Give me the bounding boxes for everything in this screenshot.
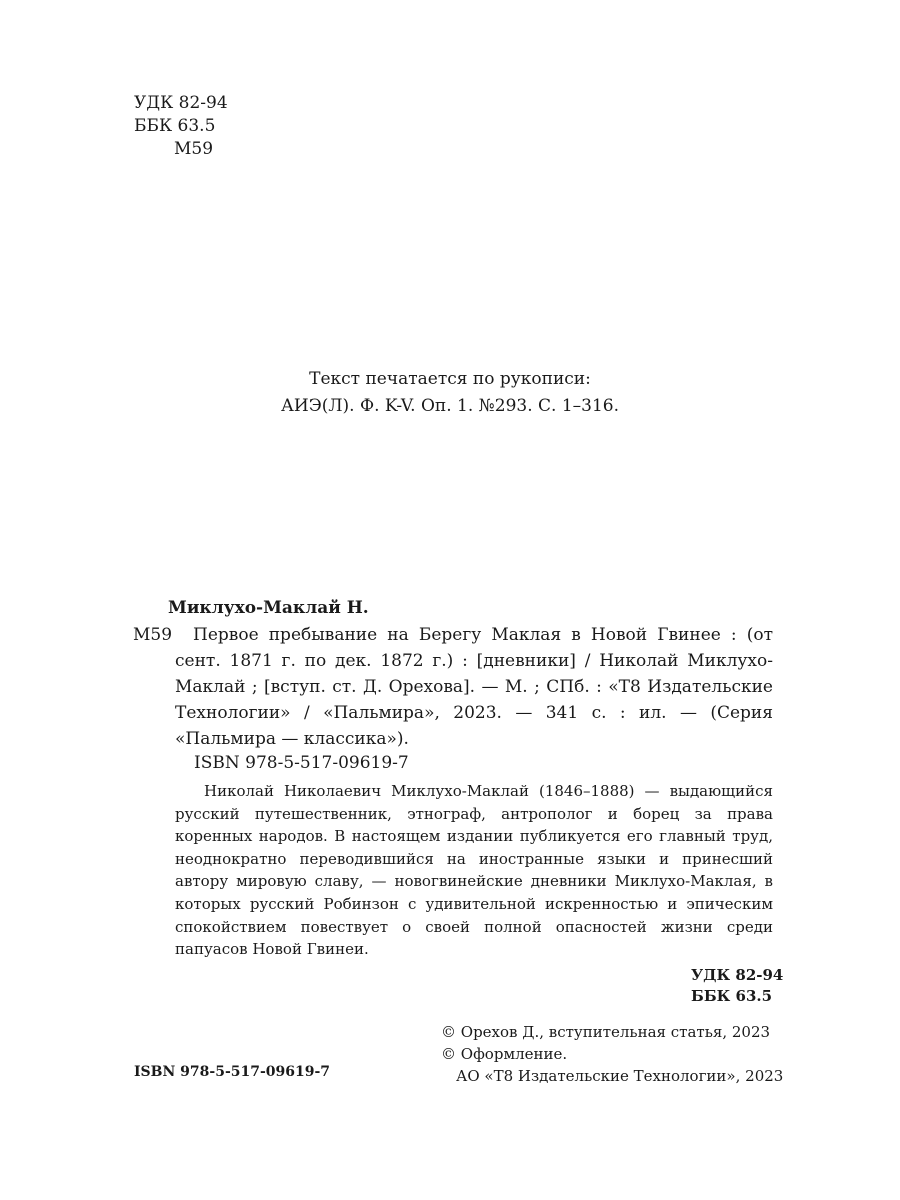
author-mark: М59 [174, 139, 214, 159]
bottom-classification-block [691, 965, 783, 1007]
bbk-code-bottom: ББК 63.5 [691, 987, 773, 1005]
udk-code: УДК 82-94 [134, 93, 228, 113]
bibliographic-description: Первое пребывание на Берегу Маклая в Новой Гвинее : (от сент. 1871 г. по дек. 1872 г.) : [дневники] / Николай Миклухо-Маклай ; [вступ. ст. Д. Орехова]. — М. ; СПб. : «Т8 Издательские Технологии» / «Пальмира», 2023. — 341 с. : ил. — (Серия «Пальмира — классика»). [175, 625, 773, 749]
catalog-isbn: ISBN 978-5-517-09619-7 [194, 753, 409, 773]
annotation-paragraph: Николай Николаевич Миклухо-Маклай (1846–1888) — выдающийся русский путешественник, этнограф, антрополог и борец за права коренных народов. В настоящем издании публикуется его главный труд, неоднократно переводившийся на иностранные языки и принесший автору мировую славу, — новогвинейские дневники Миклухо-Маклая, в которых русский Робинзон с удивительной искренностью и эпическим спокойствием повествует о своей полной опасностей жизни среди папуасов Новой Гвинеи. [175, 782, 773, 959]
catalog-author: Миклухо-Маклай Н. [168, 598, 369, 618]
manuscript-note-line-1: Текст печатается по рукописи: [309, 369, 591, 389]
copyright-block [441, 1021, 783, 1087]
manuscript-note-line-2: АИЭ(Л). Ф. K-V. Оп. 1. №293. С. 1–316. [281, 396, 619, 416]
copyright-line-3: АО «Т8 Издательские Технологии», 2023 [456, 1067, 784, 1085]
bbk-code: ББК 63.5 [134, 116, 216, 136]
isbn-bottom: ISBN 978-5-517-09619-7 [134, 1064, 331, 1080]
catalog-code: М59 [133, 625, 173, 645]
copyright-line-1: © Орехов Д., вступительная статья, 2023 [441, 1023, 771, 1041]
copyright-line-2: © Оформление. [441, 1045, 568, 1063]
udk-code-bottom: УДК 82-94 [691, 966, 784, 984]
top-classification-block [134, 92, 228, 161]
manuscript-note [0, 366, 900, 420]
